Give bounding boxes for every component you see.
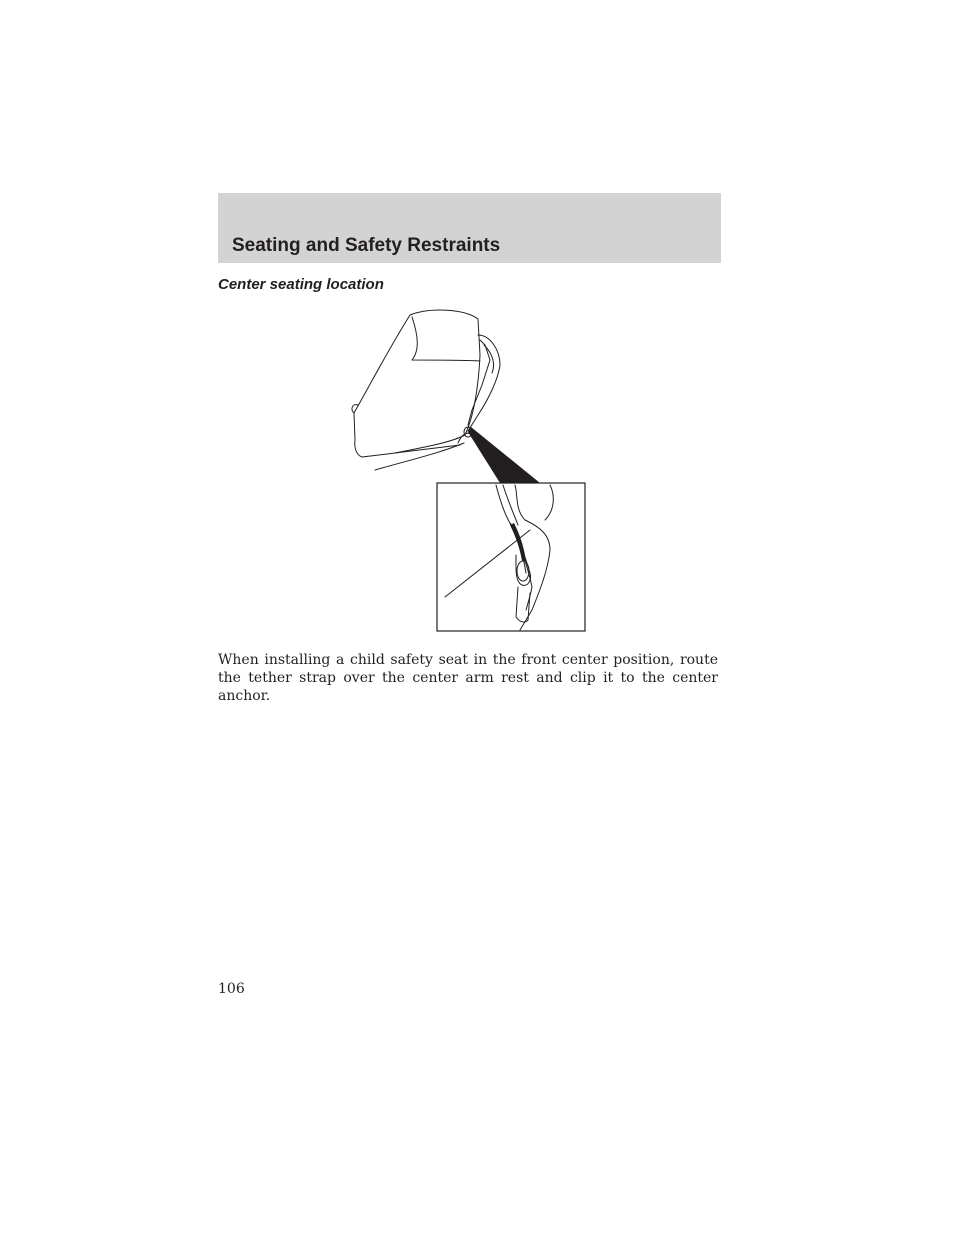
seat-side-inner-2 bbox=[484, 345, 494, 373]
subheading: Center seating location bbox=[218, 276, 384, 293]
seat-top-seam bbox=[412, 317, 480, 361]
section-header-band bbox=[218, 193, 721, 263]
page-number: 106 bbox=[218, 981, 245, 997]
body-paragraph: When installing a child safety seat in the front center position, route the tether strap over the center arm rest and clip it to the center anchor. bbox=[218, 652, 718, 704]
seat-side-inner bbox=[468, 340, 490, 425]
seat-back-outline bbox=[354, 310, 480, 457]
seat-cushion-line bbox=[375, 443, 464, 470]
seat-tether-anchor-illustration bbox=[340, 305, 600, 635]
callout-wedge bbox=[468, 427, 540, 483]
seat-side-panel bbox=[468, 335, 500, 431]
section-title: Seating and Safety Restraints bbox=[232, 235, 501, 256]
inset-frame bbox=[437, 483, 585, 631]
seat-illustration-svg bbox=[340, 305, 600, 635]
